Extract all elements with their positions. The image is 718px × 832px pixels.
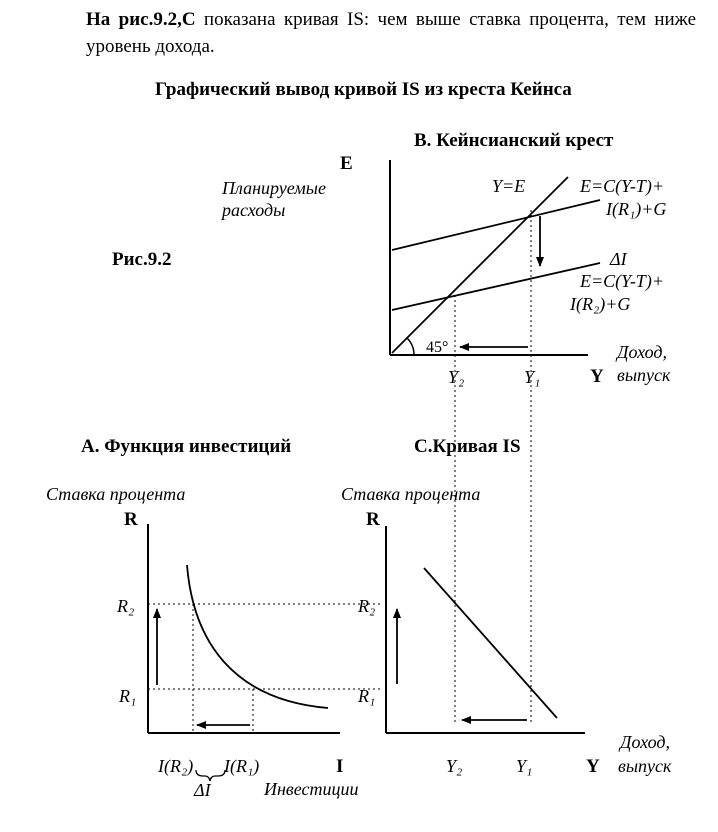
intro-text: показана кривая IS: чем выше ставка процента, тем ниже уровень дохода. [86, 9, 696, 57]
delta-i-label-b: ΔI [610, 249, 627, 269]
panel-a-x-axis-symbol: I [336, 756, 344, 777]
lower-expenditure-line [392, 263, 600, 310]
figure-label: Рис.9.2 [112, 249, 172, 270]
panel-c-tick-y2: Y₂ [446, 756, 463, 776]
is-curve [424, 568, 557, 718]
panel-c-tick-r1: R₁ [358, 686, 376, 706]
panel-b-x-axis-symbol: Y [590, 366, 604, 387]
angle-45-label: 45° [426, 339, 449, 356]
upper-expenditure-label-2: I(R₁)+G [606, 199, 667, 219]
panel-c-title: C.Кривая IS [414, 436, 521, 457]
intro-lead: На рис.9.2,С [86, 9, 196, 30]
panel-c-y-axis-symbol: R [366, 509, 380, 530]
panel-b-y-axis-symbol: E [340, 153, 353, 174]
panel-b-x-axis-label-2: выпуск [617, 365, 671, 385]
panel-c-y-axis-label: Ставка процента [341, 484, 481, 504]
panel-a-tick-r2: R₂ [117, 596, 135, 616]
panel-b-y-axis-label-1: Планируемые [222, 178, 326, 198]
panel-a-tick-ir2: I(R₂) [158, 756, 194, 776]
panel-b-y-axis-label-2: расходы [222, 200, 286, 220]
lower-expenditure-label-2: I(R₂)+G [570, 294, 631, 314]
line-45-degree [392, 177, 568, 353]
panel-c-tick-r2: R₂ [358, 596, 376, 616]
panel-b-title: B. Кейнсианский крест [414, 130, 614, 151]
main-title: Графический вывод кривой IS из креста Кейнса [155, 79, 572, 100]
upper-expenditure-line [392, 200, 600, 250]
investment-curve [187, 565, 328, 708]
keynesian-cross-panel [390, 160, 600, 355]
panel-a-y-axis-label: Ставка процента [46, 484, 186, 504]
panel-c-x-axis-symbol: Y [586, 756, 600, 777]
panel-a-tick-r1: R₁ [119, 686, 137, 706]
line-45-label: Y=E [492, 176, 526, 196]
panel-b-x-axis-label-1: Доход, [617, 342, 668, 362]
investment-function-panel [148, 524, 380, 781]
angle-45-arc [407, 338, 414, 355]
delta-i-brace [196, 770, 225, 781]
panel-a-y-axis-symbol: R [124, 509, 138, 530]
upper-expenditure-label-1: E=C(Y-T)+ [580, 176, 664, 196]
delta-i-label-a: ΔI [194, 780, 211, 800]
lower-expenditure-label-1: E=C(Y-T)+ [580, 271, 664, 291]
panel-b-tick-y2: Y₂ [448, 367, 465, 387]
panel-c-x-axis-label-1: Доход, [620, 732, 671, 752]
panel-c-x-axis-label-2: выпуск [618, 756, 672, 776]
panel-a-tick-ir1: I(R₁) [224, 756, 260, 776]
panel-a-title: A. Функция инвестиций [81, 436, 292, 457]
panel-b-tick-y1: Y₁ [524, 367, 541, 387]
panel-a-x-axis-label: Инвестиции [264, 779, 359, 799]
panel-c-tick-y1: Y₁ [516, 756, 533, 776]
is-curve-panel [386, 526, 585, 733]
